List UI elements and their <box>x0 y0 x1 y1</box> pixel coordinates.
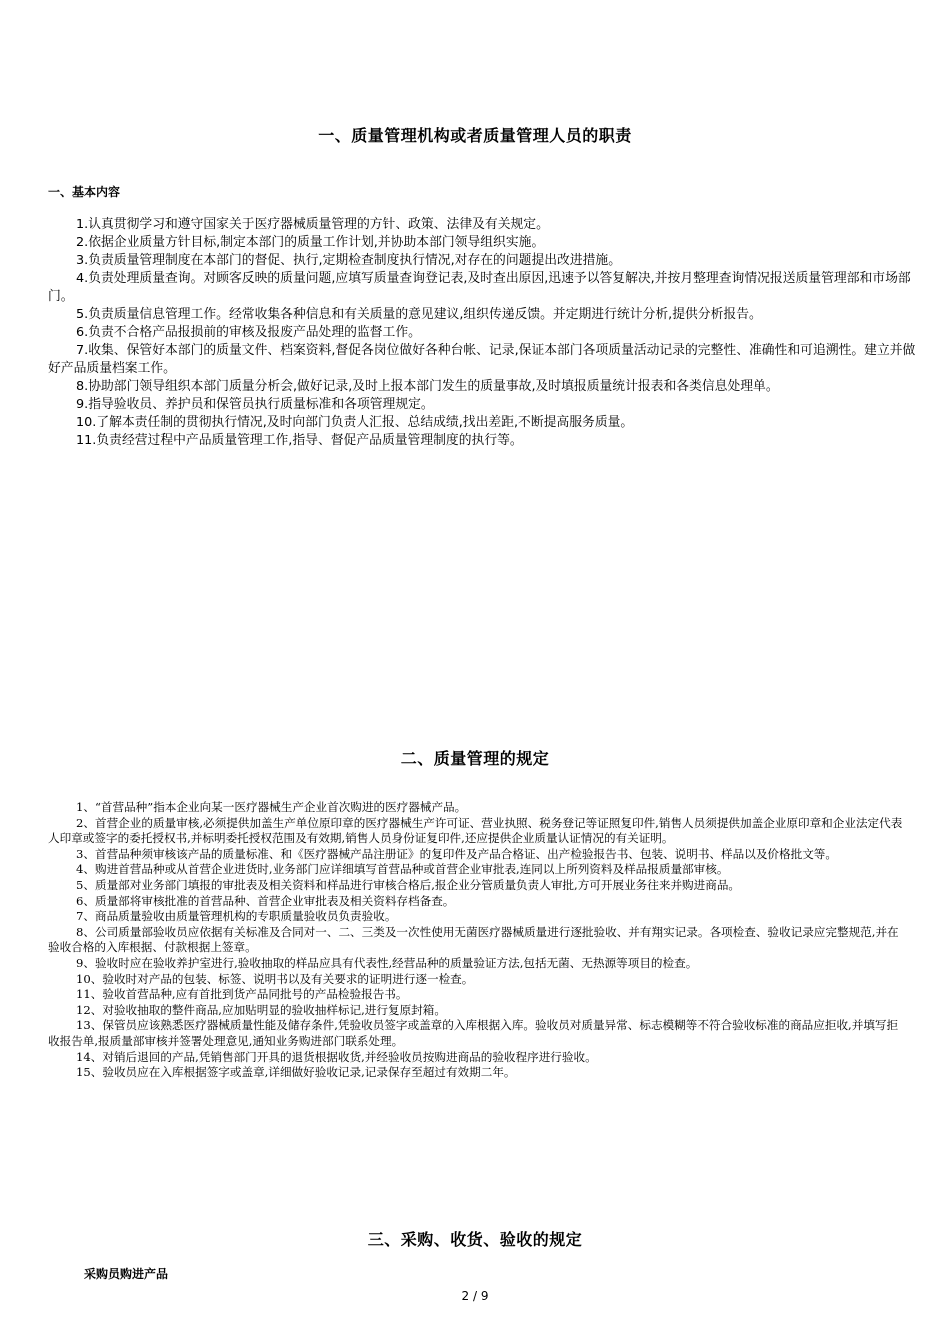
list-item: 5、质量部对业务部门填报的审批表及相关资料和样品进行审核合格后,报企业分管质量负责人审批,方可开展业务往来并购进商品。 <box>76 877 741 892</box>
list-item: 2.依据企业质量方针目标,制定本部门的质量工作计划,并协助本部门领导组织实施。 <box>76 235 545 250</box>
list-item: 14、对销后退回的产品,凭销售部门开具的退货根据收货,并经验收员按购进商品的验收程序进行验收。 <box>76 1049 597 1064</box>
section3-subtitle: 采购员购进产品 <box>84 1267 169 1281</box>
list-item: 6、质量部将审核批准的首营品种、首营企业审批表及相关资料存档备查。 <box>76 893 455 908</box>
list-item: 4、购进首营品种或从首营企业进货时,业务部门应详细填写首营品种或首营企业审批表,连同以上所列资料及样品报质量部审核。 <box>76 862 729 877</box>
list-item: 9、验收时应在验收养护室进行,验收抽取的样品应具有代表性,经营品种的质量验证方法,包括无菌、无热源等项目的检查。 <box>76 955 698 970</box>
list-item: 13、保管员应该熟悉医疗器械质量性能及储存条件,凭验收员签字或盖章的入库根据入库。验收员对质量异常、标志模糊等不符合验收标准的商品应拒收,并填写拒收报告单,报质量部审核并签署处理意见,通知业务购进部门联系处理。 <box>48 1018 899 1048</box>
page-number: 2 / 9 <box>461 1289 489 1303</box>
list-item: 3、首营品种须审核该产品的质量标准、和《医疗器械产品注册证》的复印件及产品合格证、出产检验报告书、包装、说明书、样品以及价格批文等。 <box>76 846 837 861</box>
list-item: 12、对验收抽取的整件商品,应加贴明显的验收抽样标记,进行复原封箱。 <box>76 1002 446 1017</box>
section1-subtitle: 一、基本内容 <box>48 185 121 199</box>
list-item: 9.指导验收员、养护员和保管员执行质量标准和各项管理规定。 <box>76 397 434 412</box>
list-item: 5.负责质量信息管理工作。经常收集各种信息和有关质量的意见建议,组织传递反馈。并定期进行统计分析,提供分析报告。 <box>76 307 762 322</box>
list-item: 2、首营企业的质量审核,必须提供加盖生产单位原印章的医疗器械生产许可证、营业执照、税务登记等证照复印件,销售人员须提供加盖企业原印章和企业法定代表人印章或签字的委托授权书,并标明委托授权范围及有效期,销售人员身份证复印件,还应提供企业质量认证情况的有关证明。 <box>48 815 903 846</box>
section1-list <box>48 216 916 450</box>
section2-title: 二、质量管理的规定 <box>400 749 550 768</box>
list-item: 11、验收首营品种,应有首批到货产品同批号的产品检验报告书。 <box>76 987 408 1002</box>
list-item: 11.负责经营过程中产品质量管理工作,指导、督促产品质量管理制度的执行等。 <box>76 433 523 448</box>
section3-title: 三、采购、收货、验收的规定 <box>367 1230 583 1249</box>
section2-list <box>48 800 904 1081</box>
list-item: 8、公司质量部验收员应依据有关标准及合同对一、二、三类及一次性使用无菌医疗器械质量进行逐批验收、并有翔实记录。各项检查、验收记录应完整规范,并在验收合格的入库根据、付款根据上签章。 <box>48 924 899 955</box>
list-item: 1.认真贯彻学习和遵守国家关于医疗器械质量管理的方针、政策、法律及有关规定。 <box>76 217 549 232</box>
list-item: 4.负责处理质量查询。对顾客反映的质量问题,应填写质量查询登记表,及时查出原因,迅速予以答复解决,并按月整理查询情况报送质量管理部和市场部门。 <box>48 271 911 304</box>
list-item: 3.负责质量管理制度在本部门的督促、执行,定期检查制度执行情况,对存在的问题提出改进措施。 <box>76 253 622 268</box>
list-item: 1、“首营品种”指本企业向某一医疗器械生产企业首次购进的医疗器械产品。 <box>76 800 467 814</box>
list-item: 7、商品质量验收由质量管理机构的专职质量验收员负责验收。 <box>76 909 397 924</box>
list-item: 6.负责不合格产品报损前的审核及报废产品处理的监督工作。 <box>76 325 421 340</box>
list-item: 7.收集、保管好本部门的质量文件、档案资料,督促各岗位做好各种台帐、记录,保证本部门各项质量活动记录的完整性、准确性和可追溯性。建立并做好产品质量档案工作。 <box>48 343 916 376</box>
list-item: 10.了解本责任制的贯彻执行情况,及时向部门负责人汇报、总结成绩,找出差距,不断提高服务质量。 <box>76 415 634 430</box>
section1-title: 一、质量管理机构或者质量管理人员的职责 <box>318 126 632 145</box>
list-item: 10、验收时对产品的包装、标签、说明书以及有关要求的证明进行逐一检查。 <box>76 971 474 986</box>
list-item: 8.协助部门领导组织本部门质量分析会,做好记录,及时上报本部门发生的质量事故,及时填报质量统计报表和各类信息处理单。 <box>76 379 779 394</box>
list-item: 15、验收员应在入库根据签字或盖章,详细做好验收记录,记录保存至超过有效期二年。 <box>76 1065 516 1080</box>
